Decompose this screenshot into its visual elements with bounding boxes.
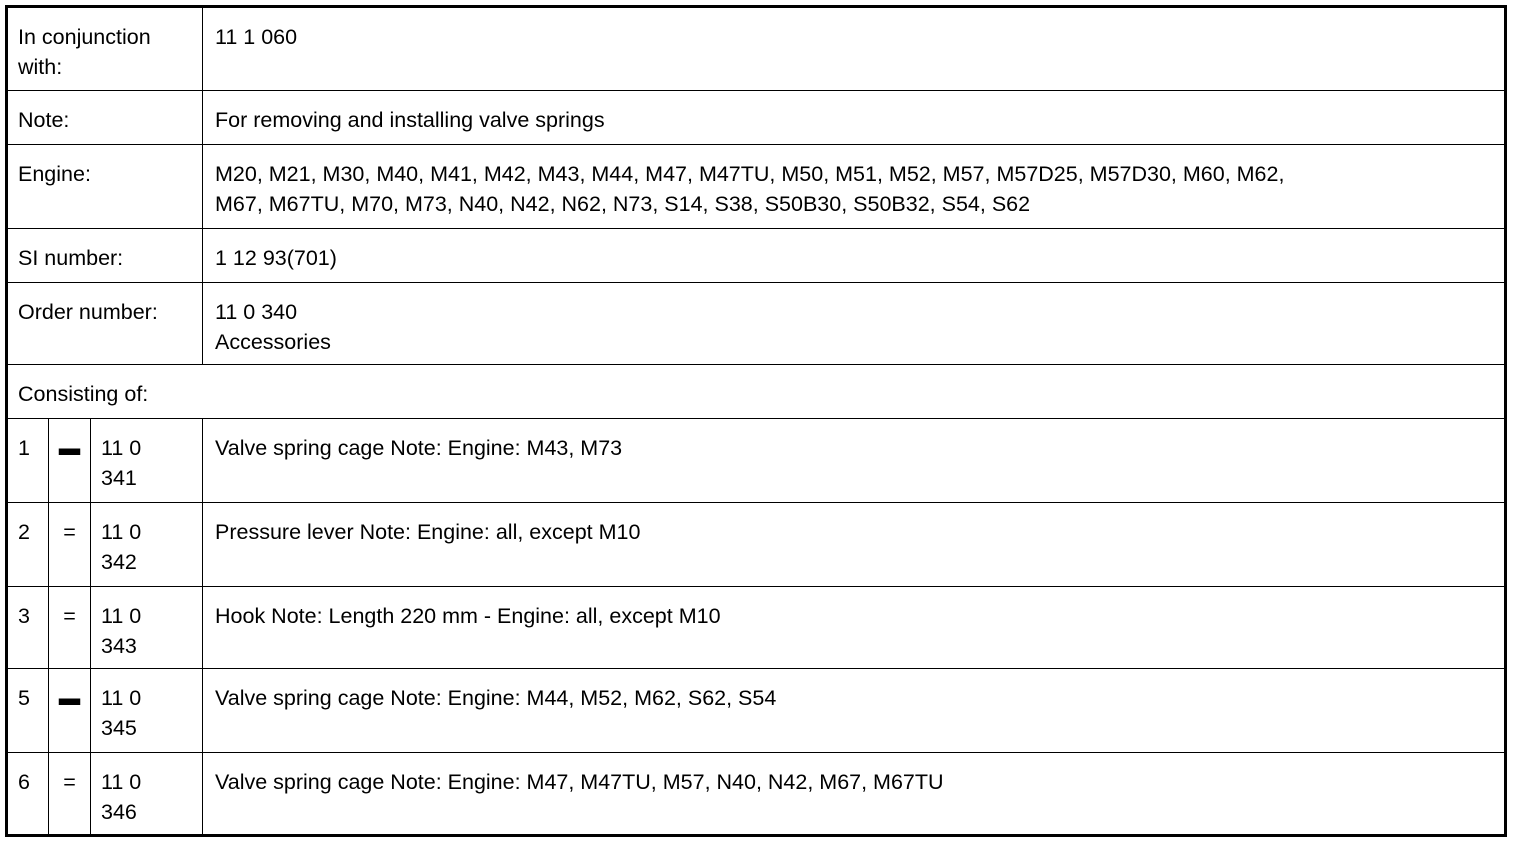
- part-code-cell: [91, 419, 203, 503]
- part-symbol: =: [63, 604, 76, 628]
- part-code-cont: 342: [101, 550, 137, 574]
- order-number-label-cell: [7, 283, 203, 365]
- part-symbol-cell: [49, 503, 91, 587]
- part-number: 6: [18, 770, 30, 794]
- part-code-cont: 343: [101, 634, 137, 658]
- part-symbol-cell: [49, 419, 91, 503]
- part-code: 11 0: [101, 604, 142, 628]
- part-description-cell: [203, 753, 1506, 836]
- conjunction-row: [7, 7, 1506, 91]
- conjunction-value-cell: [203, 7, 1506, 91]
- engine-value-cont: M67, M67TU, M70, M73, N40, N42, N62, N73, S14, S38, S50B30, S50B32, S54, S62: [215, 192, 1031, 216]
- part-symbol-cell: [49, 669, 91, 753]
- si-number-label-cell: [7, 229, 203, 283]
- part-description: Hook Note: Length 220 mm - Engine: all, except M10: [215, 604, 721, 628]
- engine-label-cell: [7, 145, 203, 229]
- part-symbol-cell: [49, 753, 91, 836]
- part-code-cont: 345: [101, 716, 137, 740]
- part-description-cell: [203, 503, 1506, 587]
- part-code-cont: 341: [101, 466, 137, 490]
- part-code: 11 0: [101, 436, 142, 460]
- si-number-label: SI number:: [18, 246, 124, 270]
- part-row: [7, 753, 1506, 836]
- engine-value: M20, M21, M30, M40, M41, M42, M43, M44, M47, M47TU, M50, M51, M52, M57, M57D25, M57D30, M60, M62,: [215, 162, 1285, 186]
- engine-label: Engine:: [18, 162, 91, 186]
- part-description: Valve spring cage Note: Engine: M44, M52, M62, S62, S54: [215, 686, 777, 710]
- engine-row: [7, 145, 1506, 229]
- part-symbol: =: [63, 770, 76, 794]
- part-description: Valve spring cage Note: Engine: M47, M47TU, M57, N40, N42, M67, M67TU: [215, 770, 944, 794]
- si-number-value: 1 12 93(701): [215, 246, 337, 270]
- part-description-cell: [203, 587, 1506, 669]
- part-number-cell: [7, 753, 49, 836]
- special-tool-table: [5, 5, 1507, 837]
- part-symbol: ▬: [58, 686, 81, 710]
- conjunction-label: In conjunction: [18, 25, 151, 49]
- part-code-cell: [91, 587, 203, 669]
- order-number-accessories: Accessories: [215, 330, 331, 354]
- consisting-of-row: [7, 365, 1506, 419]
- note-value-cell: [203, 91, 1506, 145]
- part-number: 5: [18, 686, 30, 710]
- part-description-cell: [203, 419, 1506, 503]
- part-row: [7, 669, 1506, 753]
- conjunction-value: 11 1 060: [215, 25, 298, 49]
- part-symbol: =: [63, 520, 76, 544]
- note-row: [7, 91, 1506, 145]
- part-number-cell: [7, 419, 49, 503]
- part-description: Pressure lever Note: Engine: all, except M10: [215, 520, 641, 544]
- part-number: 3: [18, 604, 30, 628]
- part-code-cont: 346: [101, 800, 137, 824]
- order-number-value-cell: [203, 283, 1506, 365]
- part-code-cell: [91, 503, 203, 587]
- part-description: Valve spring cage Note: Engine: M43, M73: [215, 436, 623, 460]
- note-label-cell: [7, 91, 203, 145]
- conjunction-label-cell: [7, 7, 203, 91]
- part-row: [7, 419, 1506, 503]
- si-number-row: [7, 229, 1506, 283]
- part-code: 11 0: [101, 520, 142, 544]
- conjunction-label-cont: with:: [18, 55, 63, 79]
- part-code: 11 0: [101, 686, 142, 710]
- consisting-of-cell: [7, 365, 1506, 419]
- consisting-of-label: Consisting of:: [18, 382, 149, 406]
- order-number-row: [7, 283, 1506, 365]
- part-number: 1: [18, 436, 30, 460]
- note-value: For removing and installing valve springs: [215, 108, 605, 132]
- part-number-cell: [7, 587, 49, 669]
- part-symbol: ▬: [58, 436, 81, 460]
- part-code-cell: [91, 753, 203, 836]
- part-description-cell: [203, 669, 1506, 753]
- order-number-label: Order number:: [18, 300, 158, 324]
- part-number-cell: [7, 669, 49, 753]
- part-row: [7, 503, 1506, 587]
- part-row: [7, 587, 1506, 669]
- si-number-value-cell: [203, 229, 1506, 283]
- part-code-cell: [91, 669, 203, 753]
- note-label: Note:: [18, 108, 70, 132]
- order-number-value: 11 0 340: [215, 300, 298, 324]
- part-number-cell: [7, 503, 49, 587]
- engine-value-cell: [203, 145, 1506, 229]
- part-symbol-cell: [49, 587, 91, 669]
- part-code: 11 0: [101, 770, 142, 794]
- part-number: 2: [18, 520, 30, 544]
